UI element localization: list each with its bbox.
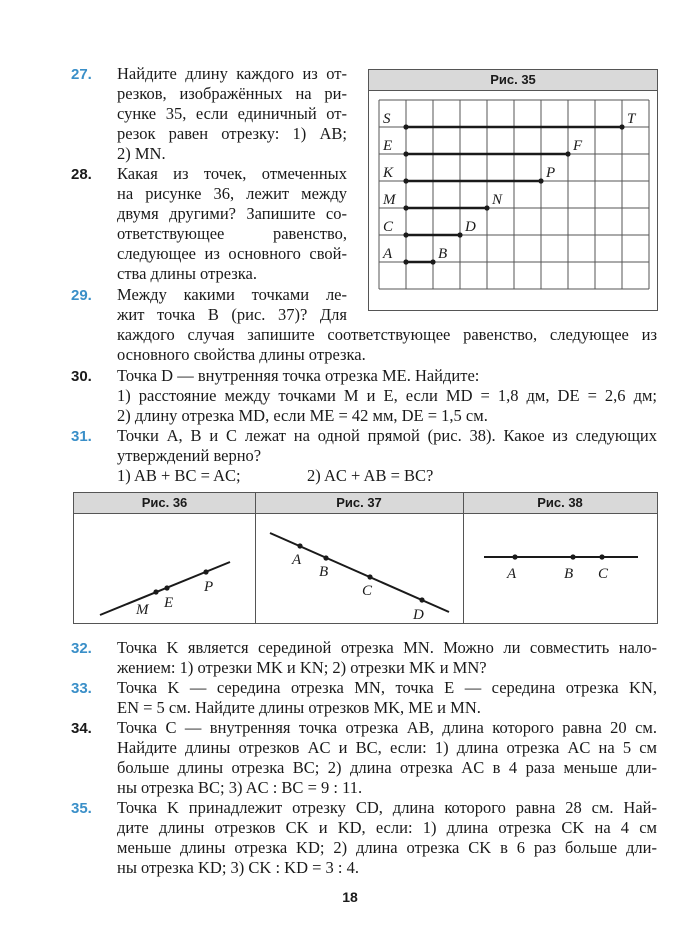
fig36-label-p: P — [204, 579, 214, 595]
problem-30-line: 2) длину отрезка MD, если ME = 42 мм, DE = 1,5 см. — [117, 406, 488, 425]
problem-35-line: Точка K принадлежит отрезку CD, длина которого равна 28 см. Най- — [117, 798, 657, 817]
problem-35-line: дите длины отрезков CK и KD, если: 1) длина отрезка CK на 4 см — [117, 818, 657, 837]
fig37-point-d — [419, 597, 424, 602]
fig37-label-a: A — [292, 552, 302, 568]
figure-35 — [368, 69, 658, 311]
fig36-point-p — [203, 569, 208, 574]
label-t: T — [627, 111, 636, 127]
problem-29-number: 29. — [71, 287, 92, 304]
label-d: D — [465, 219, 476, 235]
figure-37-caption: Рис. 37 — [336, 495, 382, 510]
point-c — [403, 232, 408, 237]
problem-28-line: Какая из точек, отмеченных — [117, 164, 347, 183]
problem-29-line: Между какими точками ле- — [117, 285, 347, 304]
problem-28-line: ответствующее равенство, — [117, 224, 347, 243]
problem-31-line: Точки A, B и C лежат на одной прямой (рис. 38). Какое из следующих — [117, 426, 657, 445]
figure-36-caption: Рис. 36 — [141, 495, 188, 510]
problem-31-option-1: 1) AB + BC = AC; — [117, 466, 241, 485]
problem-32-line: Точка K является серединой отрезка MN. Можно ли совместить нало- — [117, 638, 657, 657]
label-b: B — [438, 246, 448, 262]
problem-27-line: сунке 35, если единичный от- — [117, 104, 347, 123]
problem-27-line: резков, изображённых на ри- — [117, 84, 347, 103]
point-m — [403, 205, 408, 210]
problem-27-line: резок равен отрезку: 1) AB; — [117, 124, 347, 143]
label-n: N — [492, 192, 503, 208]
fig38-label-c: C — [598, 566, 609, 582]
problem-32-line: жением: 1) отрезки MK и KN; 2) отрезки MK и MN? — [117, 658, 487, 677]
figure-35-caption: Рис. 35 — [369, 70, 657, 91]
problem-30-line: Точка D — внутренняя точка отрезка ME. Найдите: — [117, 366, 480, 385]
point-e — [403, 151, 408, 156]
problem-34-line: Найдите длины отрезков AC и BC, если: 1) длина отрезка AC на 5 см — [117, 738, 657, 757]
fig37-label-d: D — [413, 607, 424, 623]
problem-27-line: 2) MN. — [117, 144, 166, 163]
problem-28-line: следующее из основного свой- — [117, 244, 347, 263]
problem-27-line: Найдите длину каждого из от- — [117, 64, 347, 83]
fig37-label-b: B — [319, 564, 329, 580]
problem-34-line: Точка C — внутренняя точка отрезка AB, длина которого равна 20 см. — [117, 718, 657, 737]
point-b — [430, 259, 435, 264]
point-s — [403, 124, 408, 129]
problem-29-line: основного свойства длины отрезка. — [117, 345, 366, 364]
point-d — [457, 232, 462, 237]
figure-38-caption: Рис. 38 — [537, 495, 583, 510]
fig38-point-c — [599, 554, 604, 559]
point-k — [403, 178, 408, 183]
fig36-label-e: E — [164, 595, 174, 611]
problem-33-number: 33. — [71, 680, 92, 697]
point-a — [403, 259, 408, 264]
problem-33-line: Точка K — середина отрезка MN, точка E — середина отрезка KN, — [117, 678, 657, 697]
figures-36-38-drawing — [74, 515, 657, 623]
fig37-point-c — [367, 574, 372, 579]
fig37-point-b — [323, 555, 328, 560]
problem-29-line: каждого случая запишите соответствующее равенство, следующее из — [117, 325, 657, 344]
label-e: E — [383, 138, 393, 154]
problem-30-number: 30. — [71, 368, 92, 385]
point-f — [565, 151, 570, 156]
problem-34-number: 34. — [71, 720, 92, 737]
problem-35-number: 35. — [71, 800, 92, 817]
problem-28-number: 28. — [71, 166, 92, 183]
label-a: A — [383, 246, 393, 262]
fig37-label-c: C — [362, 583, 373, 599]
figure-35-grid — [369, 92, 657, 310]
problem-31-option-2: 2) AC + AB = BC? — [307, 466, 434, 485]
problem-31-line: утверждений верно? — [117, 446, 262, 465]
label-k: K — [383, 165, 394, 181]
problem-35-line: меньше длины отрезка KD; 2) длина отрезка CK в 6 раз больше дли- — [117, 838, 657, 857]
problem-34-line: больше длины отрезка BC; 2) длина отрезка AC в 4 раза меньше дли- — [117, 758, 657, 777]
problem-28-line: ства длины отрезка. — [117, 264, 258, 283]
problem-28-line: на рисунке 36, лежит между — [117, 184, 347, 203]
fig38-label-b: B — [564, 566, 574, 582]
fig36-point-e — [164, 585, 169, 590]
problem-28-line: двумя другими? Запишите со- — [117, 204, 347, 223]
point-n — [484, 205, 489, 210]
problem-29-line: жит точка B (рис. 37)? Для — [117, 305, 347, 324]
problem-32-number: 32. — [71, 640, 92, 657]
label-p: P — [546, 165, 556, 181]
problem-30-line: 1) расстояние между точками M и E, если MD = 1,8 дм, DE = 2,6 дм; — [117, 386, 657, 405]
fig36-point-m — [153, 589, 158, 594]
label-m: M — [383, 192, 396, 208]
fig38-label-a: A — [507, 566, 517, 582]
fig36-label-m: M — [136, 602, 149, 618]
problem-33-line: EN = 5 см. Найдите длины отрезков MK, ME и MN. — [117, 698, 481, 717]
label-f: F — [573, 138, 583, 154]
problem-34-line: ны отрезка BC; 3) AC : BC = 9 : 11. — [117, 778, 363, 797]
point-p — [538, 178, 543, 183]
page-number: 18 — [342, 889, 358, 905]
figures-36-38 — [73, 492, 658, 624]
point-t — [619, 124, 624, 129]
fig38-point-b — [570, 554, 575, 559]
label-c: C — [383, 219, 394, 235]
problem-27-number: 27. — [71, 66, 92, 83]
problem-31-number: 31. — [71, 428, 92, 445]
fig38-point-a — [512, 554, 517, 559]
fig37-point-a — [297, 543, 302, 548]
label-s: S — [383, 111, 391, 127]
problem-35-line: ны отрезка KD; 3) CK : KD = 3 : 4. — [117, 858, 360, 877]
